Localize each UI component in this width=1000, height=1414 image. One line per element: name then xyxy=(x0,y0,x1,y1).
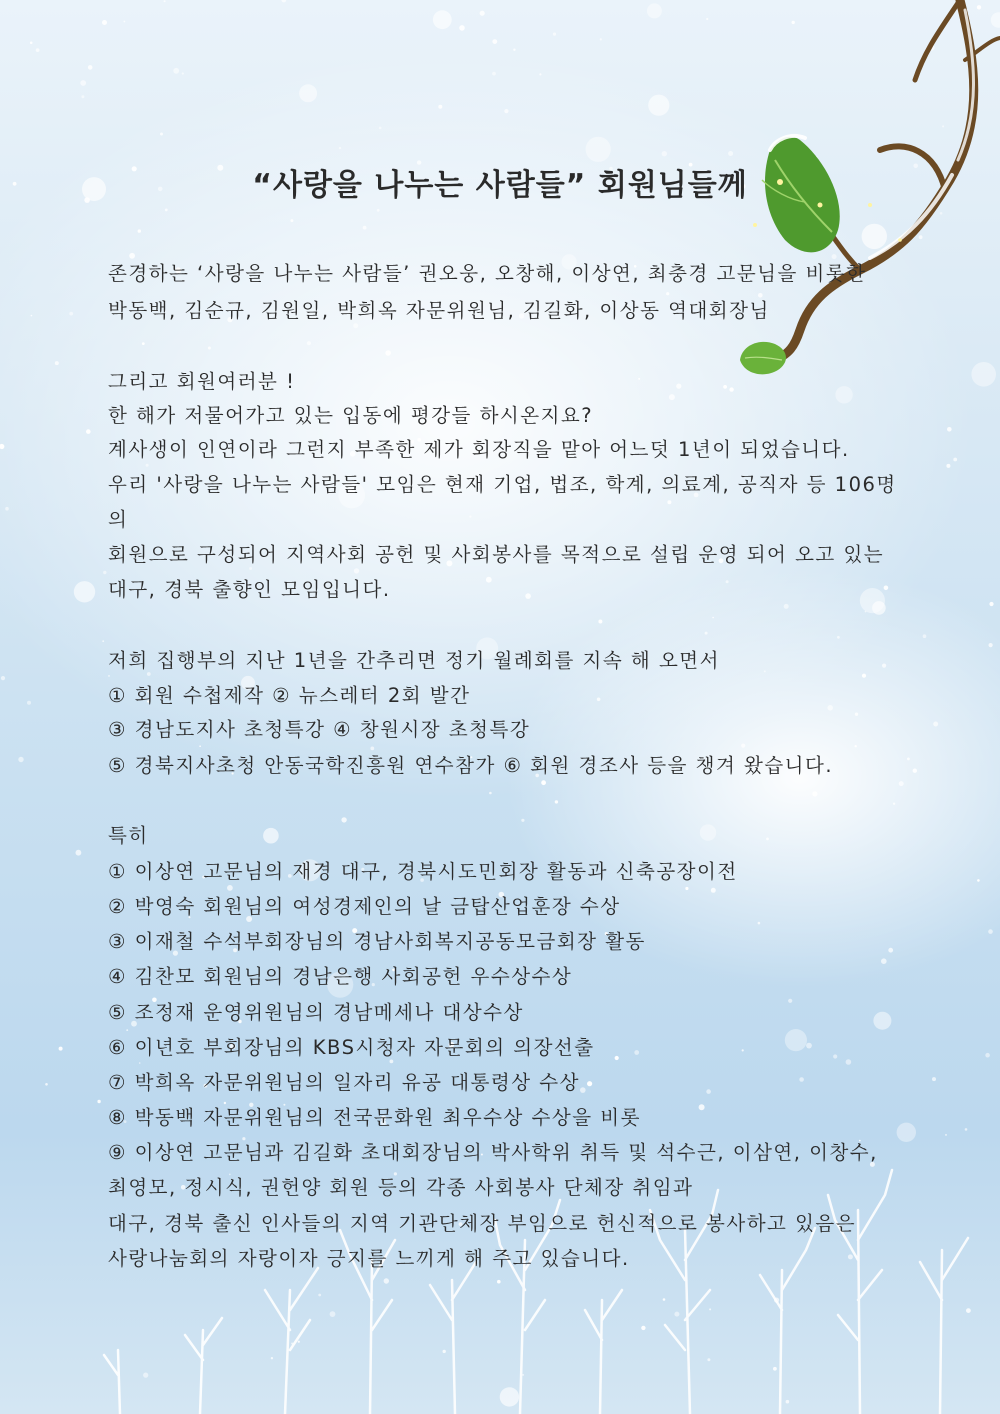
intro-line: 계사생이 인연이라 그런지 부족한 제가 회장직을 맡아 어느덧 1년이 되었습니다. xyxy=(108,438,850,461)
highlights-line: 사랑나눔회의 자랑이자 긍지를 느끼게 해 주고 있습니다. xyxy=(108,1247,630,1270)
highlights-line: ⑧ 박동백 자문위원님의 전국문화원 최우수상 수상을 비롯 xyxy=(108,1106,641,1129)
highlights-line: ② 박영숙 회원님의 여성경제인의 날 금탑산업훈장 수상 xyxy=(108,895,621,918)
activities-line: ① 회원 수첩제작 ② 뉴스레터 2회 발간 xyxy=(108,684,471,707)
intro-line: 회원으로 구성되어 지역사회 공헌 및 사회봉사를 목적으로 설립 운영 되어 오고 있는 xyxy=(108,543,885,566)
highlights-line: ⑥ 이년호 부회장님의 KBS시청자 자문회의 의장선출 xyxy=(108,1036,595,1059)
highlights-line: ⑤ 조정재 운영위원님의 경남메세나 대상수상 xyxy=(108,1001,524,1024)
activities-line: 저희 집행부의 지난 1년을 간추리면 정기 월례회를 지속 해 오면서 xyxy=(108,649,720,672)
highlights-line: 최영모, 정시식, 권헌양 회원 등의 각종 사회봉사 단체장 취임과 xyxy=(108,1176,694,1199)
intro-line: 우리 '사랑을 나누는 사람들' 모임은 현재 기업, 법조, 학계, 의료계, 공직자 등 106명 xyxy=(108,473,897,496)
intro-line: 한 해가 저물어가고 있는 입동에 평강들 하시온지요? xyxy=(108,404,594,427)
greeting-line: 박동백, 김순규, 김원일, 박희옥 자문위원님, 김길화, 이상동 역대회장님 xyxy=(108,299,770,322)
highlights-line: ① 이상연 고문님의 재경 대구, 경북시도민회장 활동과 신축공장이전 xyxy=(108,860,738,883)
highlights-line: ④ 김찬모 회원님의 경남은행 사회공헌 우수상수상 xyxy=(108,965,573,988)
activities-line: ⑤ 경북지사초청 안동국학진흥원 연수참가 ⑥ 회원 경조사 등을 챙겨 왔습니다. xyxy=(108,754,834,777)
intro-line: 의 xyxy=(108,508,129,531)
highlights-line: ⑦ 박희옥 자문위원님의 일자리 유공 대통령상 수상 xyxy=(108,1071,580,1094)
highlights-line: 대구, 경북 출신 인사들의 지역 기관단체장 부임으로 헌신적으로 봉사하고 있음은 xyxy=(108,1212,857,1235)
highlights-line: ③ 이재철 수석부회장님의 경남사회복지공동모금회장 활동 xyxy=(108,930,646,953)
letter-title: “사랑을 나누는 사람들” 회원님들께 xyxy=(252,168,748,203)
highlights-heading: 특히 xyxy=(108,824,149,847)
greeting-line: 존경하는 ‘사랑을 나누는 사람들’ 권오웅, 오창해, 이상연, 최충경 고문님을 비롯한 xyxy=(108,262,867,285)
activities-line: ③ 경남도지사 초청특강 ④ 창원시장 초청특강 xyxy=(108,718,531,741)
intro-line: 대구, 경북 출향인 모임입니다. xyxy=(108,578,391,601)
highlights-line: ⑨ 이상연 고문님과 김길화 초대회장님의 박사학위 취득 및 석수근, 이삼연, 이창수, xyxy=(108,1141,878,1164)
intro-line: 그리고 회원여러분 ! xyxy=(108,370,296,393)
